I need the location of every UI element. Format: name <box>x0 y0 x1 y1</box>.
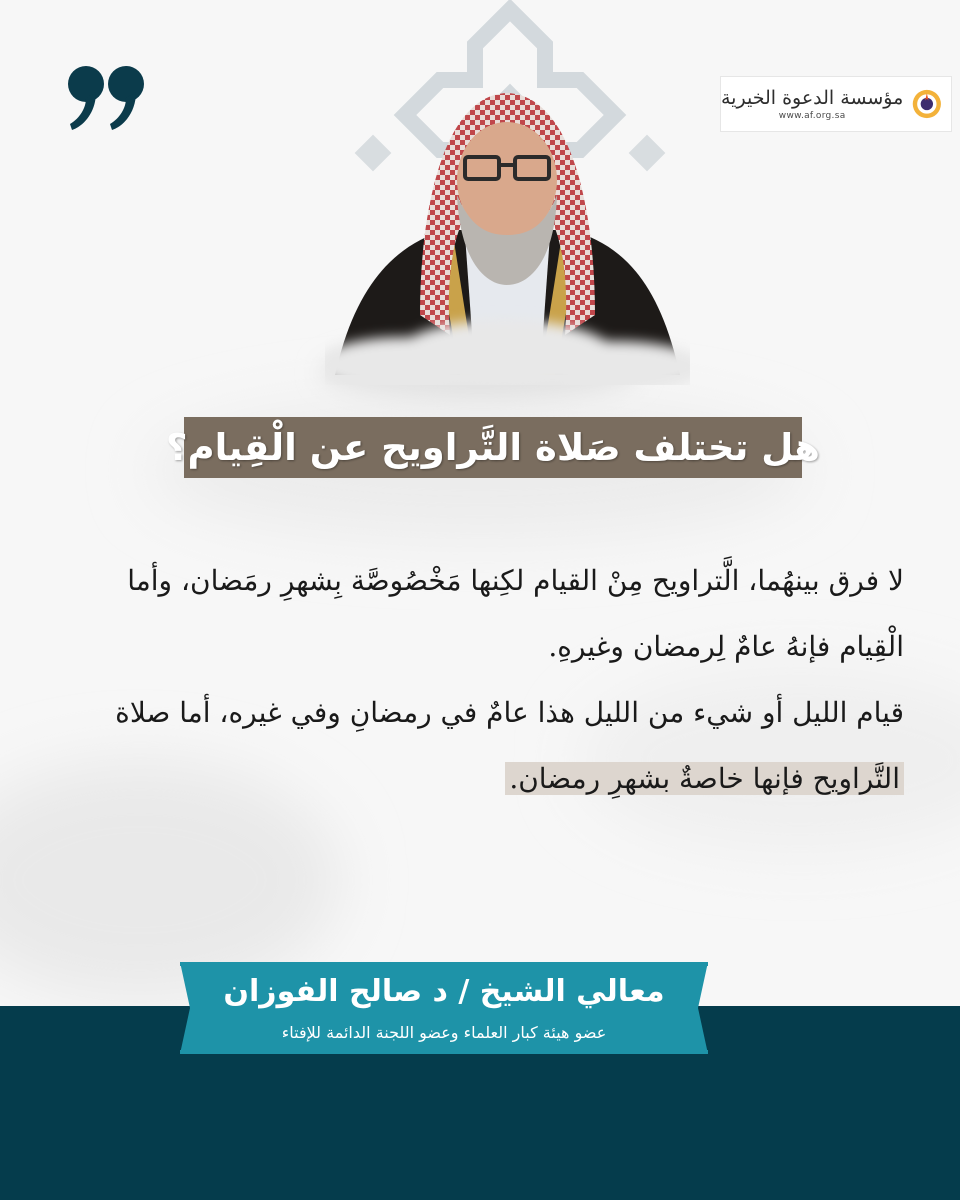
body-line-1: لا فرق بينهُما، الَّتراويح مِنْ القيام لكِنها مَخْصُوصَّة بِشهرِ رمَضان، وأما <box>127 564 904 597</box>
page-title: هل تختلف صَلاة التَّراويح عن الْقِيام؟ <box>166 426 820 469</box>
sheikh-portrait <box>325 85 690 385</box>
body-line-4: التَّراويح فإنها خاصةٌ بشهرِ رمضان. <box>505 762 904 795</box>
foundation-emblem-icon <box>911 86 943 122</box>
logo-text <box>721 87 903 121</box>
speaker-name: معالي الشيخ / د صالح الفوزان <box>223 974 665 1009</box>
title-bar <box>166 417 820 478</box>
speaker-role: عضو هيئة كبار العلماء وعضو اللجنة الدائمة للإفتاء <box>281 1023 607 1042</box>
foundation-logo[interactable] <box>720 76 952 132</box>
body-line-3: قيام الليل أو شيء من الليل هذا عامٌ في رمضانِ وفي غيره، أما صلاة <box>115 696 904 729</box>
body-line-4-container <box>64 746 904 812</box>
logo-name: مؤسسة الدعوة الخيرية <box>721 87 904 109</box>
closing-quote-icon <box>66 58 148 134</box>
body-line-2: الْقِيام فإنهُ عامٌ لِرمضان وغيرهِ. <box>548 630 904 663</box>
body-text <box>64 548 904 812</box>
logo-url: www.af.org.sa <box>778 111 846 121</box>
